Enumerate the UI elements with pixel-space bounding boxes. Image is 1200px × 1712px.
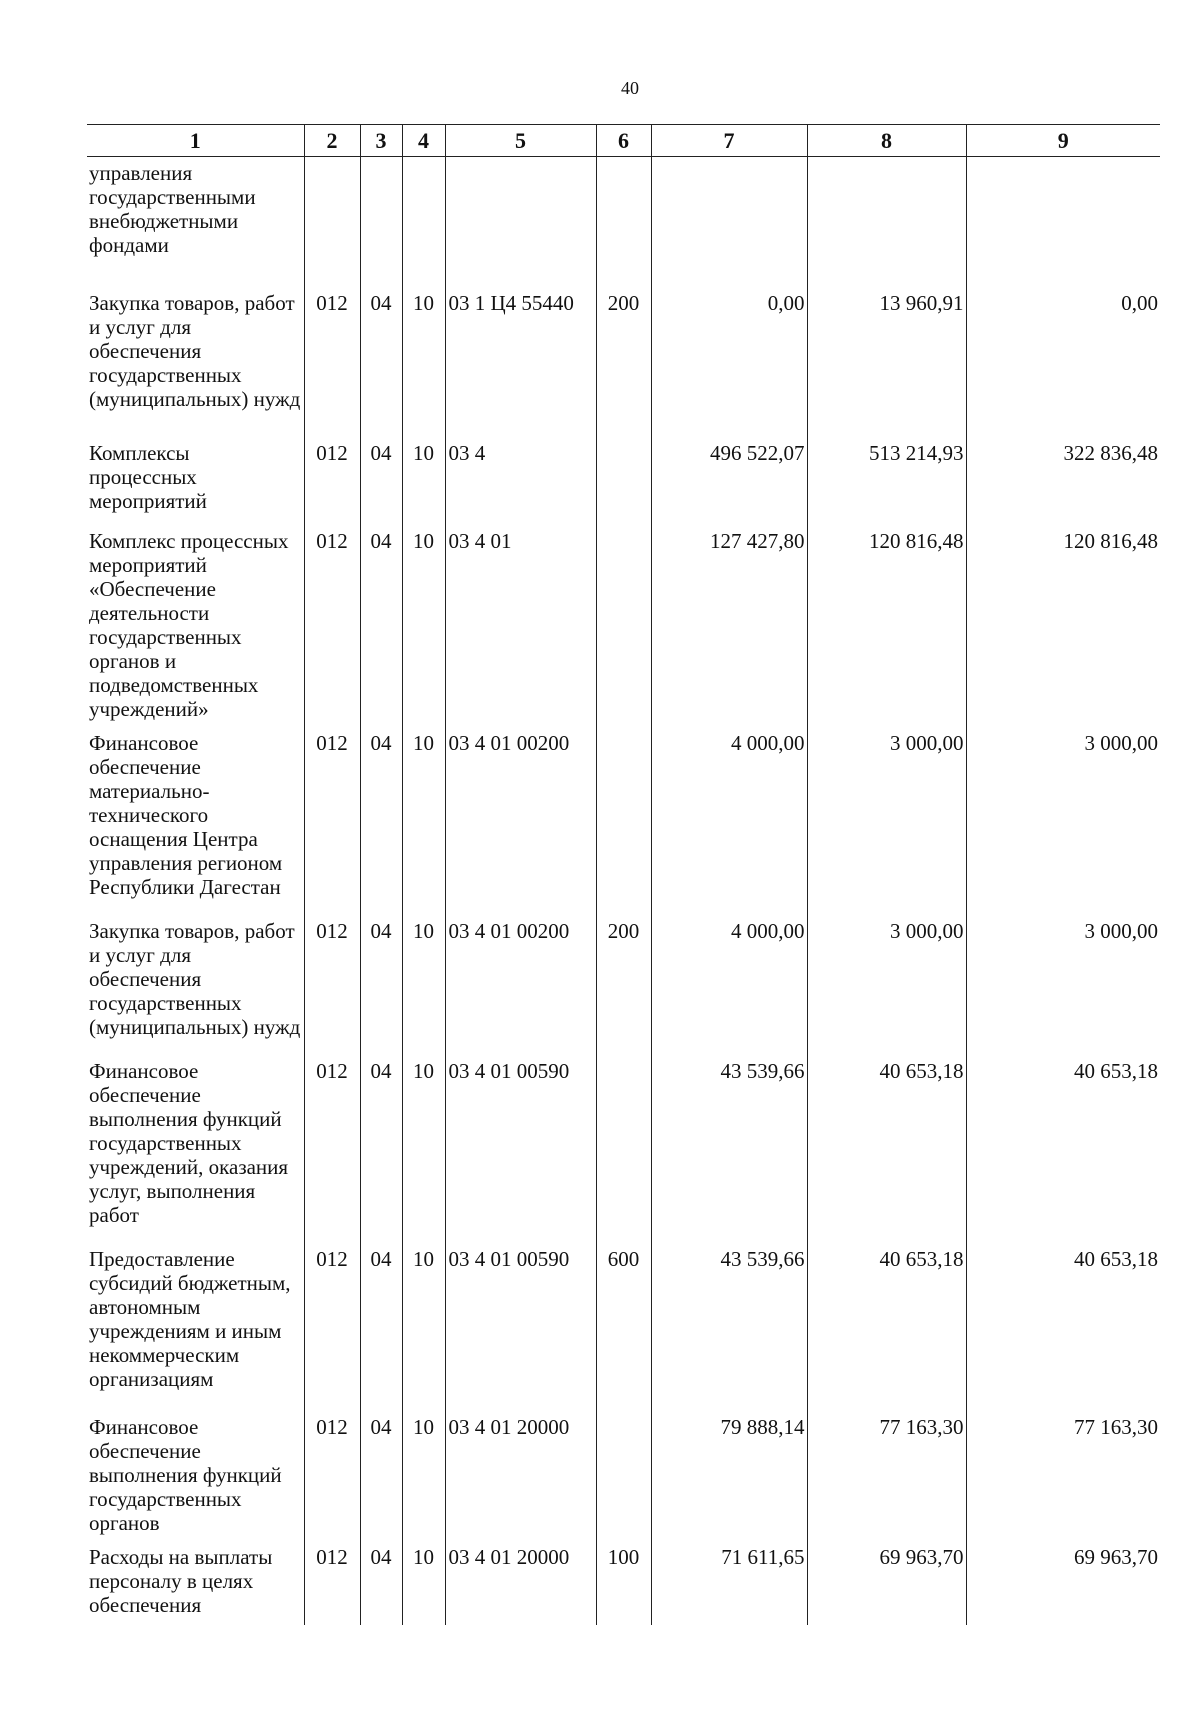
- row-name: Расходы на выплаты персоналу в целях обеспечения: [89, 1545, 273, 1617]
- table-row: [87, 431, 1160, 521]
- cell-subsection: 10: [402, 281, 445, 431]
- cell-expense-type: [596, 721, 651, 909]
- table-row: [87, 157, 1160, 282]
- header-row: [87, 125, 1160, 157]
- cell-amount-7: 4 000,00: [651, 721, 807, 909]
- row-name: Комплекс процессных мероприятий «Обеспечение деятельности государственных органов и подведомственных учреждений»: [89, 529, 289, 721]
- cell-subsection: 10: [402, 909, 445, 1049]
- cell-amount-9: 40 653,18: [966, 1237, 1160, 1405]
- cell-expense-type: [596, 431, 651, 521]
- cell-section: 04: [360, 281, 402, 431]
- cell-subsection: 10: [402, 721, 445, 909]
- header-cell-8: 8: [807, 125, 966, 157]
- cell-expense-type: 100: [596, 1535, 651, 1625]
- row-name: управления государственными внебюджетными фондами: [89, 161, 256, 257]
- cell-amount-9: 120 816,48: [966, 521, 1160, 721]
- cell-amount-9: 3 000,00: [966, 721, 1160, 909]
- cell-amount-8: 3 000,00: [807, 909, 966, 1049]
- header-cell-3: 3: [360, 125, 402, 157]
- cell-target-article: 03 4 01 20000: [445, 1405, 596, 1535]
- table-row: [87, 1405, 1160, 1535]
- cell-amount-8: [807, 157, 966, 282]
- cell-amount-7: 43 539,66: [651, 1049, 807, 1237]
- cell-target-article: 03 4 01 00200: [445, 909, 596, 1049]
- cell-amount-7: 127 427,80: [651, 521, 807, 721]
- cell-amount-9: 322 836,48: [966, 431, 1160, 521]
- header-cell-7: 7: [651, 125, 807, 157]
- cell-amount-8: 513 214,93: [807, 431, 966, 521]
- cell-ministry: 012: [304, 721, 360, 909]
- cell-amount-8: 40 653,18: [807, 1049, 966, 1237]
- cell-ministry: 012: [304, 1237, 360, 1405]
- table-row: [87, 281, 1160, 431]
- cell-amount-8: 69 963,70: [807, 1535, 966, 1625]
- table-row: [87, 521, 1160, 721]
- table-row: [87, 1237, 1160, 1405]
- cell-subsection: 10: [402, 1049, 445, 1237]
- cell-section: [360, 157, 402, 282]
- cell-ministry: 012: [304, 521, 360, 721]
- cell-amount-9: 69 963,70: [966, 1535, 1160, 1625]
- cell-amount-9: [966, 157, 1160, 282]
- row-name: Предоставление субсидий бюджетным, автономным учреждениям и иным некоммерческим организациям: [89, 1247, 291, 1391]
- cell-ministry: 012: [304, 1405, 360, 1535]
- cell-subsection: 10: [402, 1237, 445, 1405]
- table-row: [87, 721, 1160, 909]
- cell-amount-8: 3 000,00: [807, 721, 966, 909]
- cell-section: 04: [360, 1237, 402, 1405]
- cell-expense-type: [596, 157, 651, 282]
- cell-subsection: [402, 157, 445, 282]
- header-cell-5: 5: [445, 125, 596, 157]
- cell-target-article: 03 4 01: [445, 521, 596, 721]
- cell-expense-type: 200: [596, 281, 651, 431]
- cell-amount-9: 3 000,00: [966, 909, 1160, 1049]
- cell-target-article: 03 4 01 00590: [445, 1237, 596, 1405]
- cell-expense-type: [596, 1405, 651, 1535]
- header-cell-4: 4: [402, 125, 445, 157]
- cell-section: 04: [360, 1535, 402, 1625]
- row-name: Закупка товаров, работ и услуг для обеспечения государственных (муниципальных) нужд: [89, 919, 301, 1039]
- cell-amount-9: 0,00: [966, 281, 1160, 431]
- row-name: Комплексы процессных мероприятий: [89, 441, 207, 513]
- page-number: 40: [621, 78, 639, 98]
- budget-table: [87, 124, 1160, 1625]
- row-name: Финансовое обеспечение материально-технического оснащения Центра управления регионом Республики Дагестан: [89, 731, 283, 899]
- cell-ministry: [304, 157, 360, 282]
- cell-amount-7: 496 522,07: [651, 431, 807, 521]
- cell-expense-type: [596, 1049, 651, 1237]
- cell-amount-8: 120 816,48: [807, 521, 966, 721]
- cell-section: 04: [360, 431, 402, 521]
- cell-amount-7: 71 611,65: [651, 1535, 807, 1625]
- cell-subsection: 10: [402, 1405, 445, 1535]
- row-name: Закупка товаров, работ и услуг для обеспечения государственных (муниципальных) нужд: [89, 291, 301, 411]
- cell-ministry: 012: [304, 909, 360, 1049]
- cell-amount-7: 79 888,14: [651, 1405, 807, 1535]
- cell-target-article: [445, 157, 596, 282]
- cell-section: 04: [360, 521, 402, 721]
- cell-ministry: 012: [304, 281, 360, 431]
- cell-expense-type: 600: [596, 1237, 651, 1405]
- cell-ministry: 012: [304, 431, 360, 521]
- cell-target-article: 03 4 01 00590: [445, 1049, 596, 1237]
- cell-section: 04: [360, 1405, 402, 1535]
- cell-amount-7: 43 539,66: [651, 1237, 807, 1405]
- table-row: [87, 1049, 1160, 1237]
- header-cell-9: 9: [966, 125, 1160, 157]
- header-cell-6: 6: [596, 125, 651, 157]
- cell-target-article: 03 4 01 00200: [445, 721, 596, 909]
- cell-target-article: 03 1 Ц4 55440: [445, 281, 596, 431]
- table-row: [87, 909, 1160, 1049]
- cell-expense-type: 200: [596, 909, 651, 1049]
- cell-amount-8: 77 163,30: [807, 1405, 966, 1535]
- cell-subsection: 10: [402, 431, 445, 521]
- cell-amount-7: [651, 157, 807, 282]
- row-name: Финансовое обеспечение выполнения функций государственных учреждений, оказания услуг, выполнения работ: [89, 1059, 289, 1227]
- cell-section: 04: [360, 1049, 402, 1237]
- cell-section: 04: [360, 721, 402, 909]
- row-name: Финансовое обеспечение выполнения функций государственных органов: [89, 1415, 282, 1535]
- cell-expense-type: [596, 521, 651, 721]
- cell-ministry: 012: [304, 1049, 360, 1237]
- cell-target-article: 03 4: [445, 431, 596, 521]
- cell-amount-7: 0,00: [651, 281, 807, 431]
- header-cell-1: 1: [87, 125, 304, 157]
- cell-target-article: 03 4 01 20000: [445, 1535, 596, 1625]
- cell-subsection: 10: [402, 521, 445, 721]
- cell-amount-8: 40 653,18: [807, 1237, 966, 1405]
- cell-amount-7: 4 000,00: [651, 909, 807, 1049]
- cell-amount-9: 77 163,30: [966, 1405, 1160, 1535]
- cell-ministry: 012: [304, 1535, 360, 1625]
- cell-amount-8: 13 960,91: [807, 281, 966, 431]
- header-cell-2: 2: [304, 125, 360, 157]
- table-row: [87, 1535, 1160, 1625]
- cell-section: 04: [360, 909, 402, 1049]
- cell-amount-9: 40 653,18: [966, 1049, 1160, 1237]
- cell-subsection: 10: [402, 1535, 445, 1625]
